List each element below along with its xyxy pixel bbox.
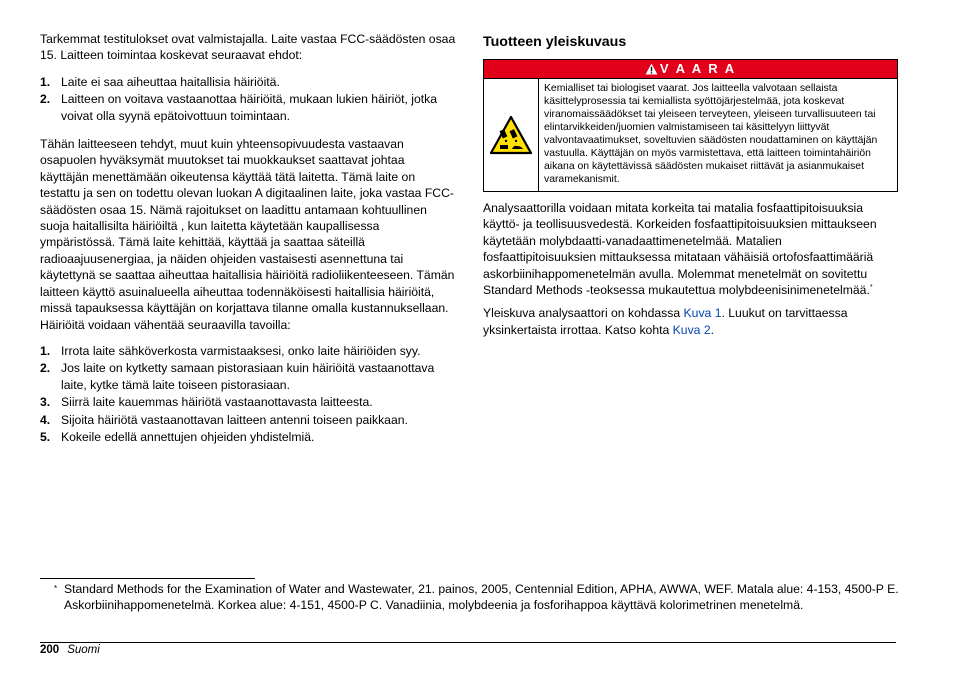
list-item <box>40 412 456 428</box>
list-text: Siirrä laite kauemmas häiriötä vastaanottavasta laitteesta. <box>61 395 373 410</box>
intro-paragraph: Tarkemmat testitulokset ovat valmistajalla. Laite vastaa FCC-säädösten osaa 15. Laitteen toimintaa koskevat seuraavat ehdot: <box>40 32 456 63</box>
list-item <box>40 343 456 359</box>
list-item <box>40 394 456 410</box>
warning-icon-cell <box>484 79 539 191</box>
warning-header <box>484 60 897 79</box>
corrosive-hazard-icon <box>489 115 533 155</box>
warning-text: Kemialliset tai biologiset vaarat. Jos laitteella valvotaan sellaista käsittelyprosessia tai kemiallista syöttöjärjestelmää, jota koskevat viranomaissäädökset tai yleiseen terveyteen, yleiseen turvallisuuteen tai elintarvikkeiden/juomien valmistamiseen tai käsittelyyn liittyvät valvontavaatimukset, soveltuvien säädösten noudattaminen on käyttäjän vastuulla. Käyttäjän on myös varmistettava, että laitteen toimintahäiriön aikana on käytettävissä säädösten mukaiset riittävät ja asianmukaiset varamekanismit. <box>544 83 878 185</box>
warning-box <box>483 59 898 192</box>
remedies-list <box>40 343 456 445</box>
footer-language: Suomi <box>67 644 100 656</box>
list-item <box>40 91 456 124</box>
list-text: Jos laite on kytketty samaan pistorasiaan kuin häiriöitä vastaanottava laite, kytke tämä laite toiseen pistorasiaan. <box>61 361 435 392</box>
list-number: 5. <box>40 429 51 444</box>
warning-label: V A A R A <box>659 61 737 76</box>
section-heading: Tuotteen yleiskuvaus <box>483 34 627 50</box>
warning-triangle-icon <box>645 63 658 75</box>
footnote <box>40 581 900 613</box>
figure-reference-paragraph <box>483 305 897 338</box>
footer-divider <box>40 642 896 643</box>
figure-1-link[interactable]: Kuva 1 <box>683 306 722 321</box>
page-number: 200 <box>40 644 60 656</box>
paragraph-text: . Luukut on tarvittaessa yksinkertaista irrottaa. Katso kohta <box>483 306 848 337</box>
list-number: 1. <box>40 74 51 89</box>
page-footer <box>40 643 100 657</box>
right-column <box>483 33 897 338</box>
list-number: 2. <box>40 92 51 107</box>
left-column <box>40 31 456 446</box>
list-number: 1. <box>40 343 51 358</box>
list-item <box>40 360 456 393</box>
conditions-list <box>40 74 456 124</box>
list-number: 4. <box>40 412 51 427</box>
overview-text: Analysaattorilla voidaan mitata korkeita tai matalia fosfaattipitoisuuksia käyttö- ja teollisuusvedestä. Korkeiden fosfaattipitoisuuksien mittaukseen käytetään molybdaatti-vanadaattimenetelmää. Matalien fosfaattipitoisuuksien mittauksessa mitataan vähäisiä ortofosfaattimääriä askorbiinihappomenetelmän avulla. Molemmat menetelmät on sovitettu Standard Methods -teoksessa mukautettua molybdeenisinimenetelmää. <box>483 201 877 298</box>
list-number: 2. <box>40 361 51 376</box>
list-item <box>40 74 456 90</box>
warning-body <box>484 79 897 191</box>
list-text: Irrota laite sähköverkosta varmistaaksesi, onko laite häiriöiden syy. <box>61 343 421 358</box>
list-item <box>40 429 456 445</box>
list-number: 3. <box>40 395 51 410</box>
list-text: Kokeile edellä annettujen ohjeiden yhdistelmiä. <box>61 429 315 444</box>
footnote-text: Standard Methods for the Examination of Water and Wastewater, 21. painos, 2005, Centennial Edition, APHA, AWWA, WEF. Matala alue: 4-153, 4500-P E. Askorbiinihappomenetelmä. Korkea alue: 4-151, 4500-P C. Vanadiinia, molybdeenia ja fosforihappoa käyttävä kolorimetrinen menetelmä. <box>64 582 899 612</box>
fcc-paragraph: Tähän laitteeseen tehdyt, muut kuin yhteensopivuudesta vastaavan osapuolen hyväksymät muutokset tai muokkaukset saattavat johtaa käyttäjän menettämään oikeutensa käyttää tätä laitetta. Tämä laite on testattu ja sen on todettu olevan luokan A digitaalinen laite, joka vastaa FCC-säädösten osaa 15. Nämä rajoitukset on laadittu antamaan kohtuullinen suoja haitallisilta häiriöiltä , kun laitetta käytetään kaupallisessa ympäristössä. Tämä laite kehittää, käyttää ja saattaa säteillä radioaajuusenergiaa, ja näiden ohjeiden vastaisesti asennettuna tai käytettynä se saattaa aiheuttaa haitallisia häiriöitä radioliikenteeseen. Tämän laitteen käyttö asuinalueella aiheuttaa todennäköisesti haitallisia häiriöitä, missä tapauksessa käyttäjän on korjattava tilanne omalla kustannuksellaan. Häiriöitä voidaan vähentää seuraavilla tavoilla: <box>40 137 455 332</box>
paragraph-text: Yleiskuva analysaattori on kohdassa <box>483 306 684 321</box>
footnote-reference[interactable]: * <box>869 284 873 292</box>
overview-paragraph <box>483 200 897 298</box>
paragraph-text: . <box>710 322 715 337</box>
list-text: Laitteen on voitava vastaanottaa häiriöitä, mukaan lukien häiriöt, jotka voivat olla syynä epätoivottuun toimintaan. <box>61 92 438 123</box>
footnote-divider <box>40 578 255 579</box>
list-text: Sijoita häiriötä vastaanottavan laitteen antenni toiseen paikkaan. <box>61 412 408 427</box>
list-text: Laite ei saa aiheuttaa haitallisia häiriöitä. <box>61 74 280 89</box>
footnote-mark: * <box>54 584 58 593</box>
figure-2-link[interactable]: Kuva 2 <box>672 322 711 337</box>
